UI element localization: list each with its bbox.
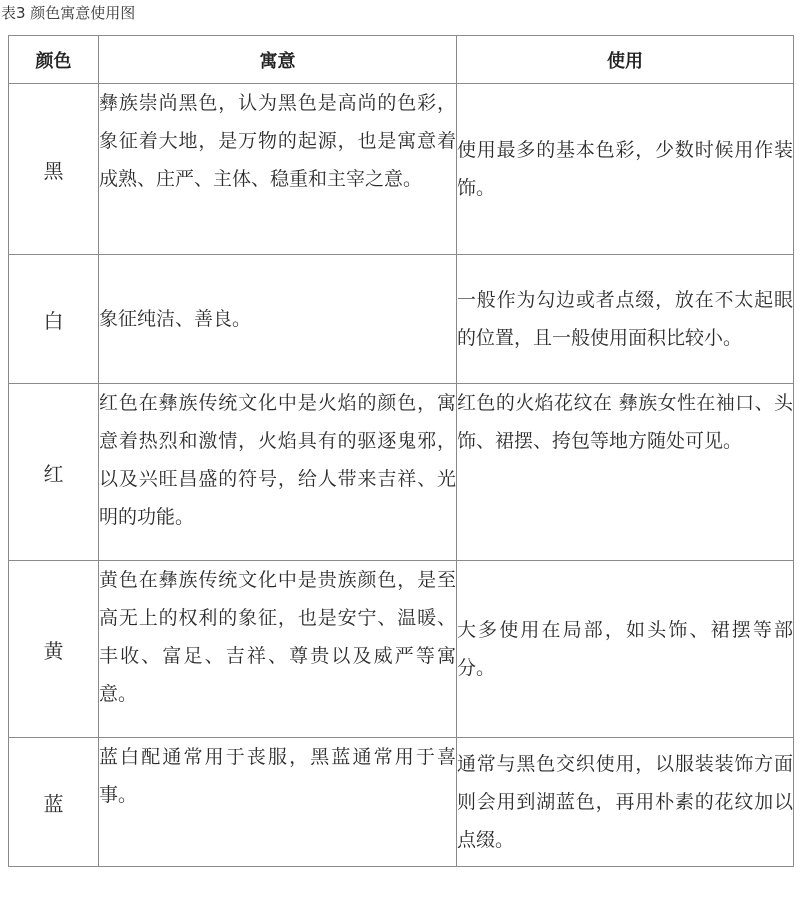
table-row: [9, 738, 794, 867]
meaning-cell: 象征纯洁、善良。: [99, 255, 457, 384]
usage-cell: 大多使用在局部，如头饰、裙摆等部分。: [457, 561, 794, 738]
color-cell: 黄: [9, 561, 99, 738]
table-header: [9, 36, 794, 84]
usage-cell: 使用最多的基本色彩，少数时候用作装饰。: [457, 84, 794, 255]
table-row: [9, 255, 794, 384]
usage-cell: 红色的火焰花纹在 彝族女性在袖口、头饰、裙摆、挎包等地方随处可见。: [457, 384, 794, 561]
color-cell: 红: [9, 384, 99, 561]
table-caption: 表3 颜色寓意使用图: [1, 4, 136, 22]
color-cell: 蓝: [9, 738, 99, 867]
color-cell: 黑: [9, 84, 99, 255]
header-usage: 使用: [457, 36, 794, 84]
header-meaning: 寓意: [99, 36, 457, 84]
meaning-cell: 蓝白配通常用于丧服，黑蓝通常用于喜事。: [99, 738, 457, 867]
color-cell: 白: [9, 255, 99, 384]
meaning-cell: 黄色在彝族传统文化中是贵族颜色，是至高无上的权利的象征，也是安宁、温暖、丰收、富足、吉祥、尊贵以及威严等寓意。: [99, 561, 457, 738]
usage-cell: 一般作为勾边或者点缀，放在不太起眼的位置，且一般使用面积比较小。: [457, 255, 794, 384]
color-meaning-table: [8, 35, 794, 867]
table-row: [9, 384, 794, 561]
usage-cell: 通常与黑色交织使用，以服装装饰方面则会用到湖蓝色，再用朴素的花纹加以点缀。: [457, 738, 794, 867]
table-row: [9, 561, 794, 738]
header-color: 颜色: [9, 36, 99, 84]
table-row: [9, 84, 794, 255]
header-row: [9, 36, 794, 84]
meaning-cell: 彝族崇尚黑色，认为黑色是高尚的色彩，象征着大地，是万物的起源，也是寓意着成熟、庄严、主体、稳重和主宰之意。: [99, 84, 457, 255]
table-body: [9, 84, 794, 867]
meaning-cell: 红色在彝族传统文化中是火焰的颜色，寓意着热烈和激情，火焰具有的驱逐鬼邪，以及兴旺昌盛的符号，给人带来吉祥、光明的功能。: [99, 384, 457, 561]
